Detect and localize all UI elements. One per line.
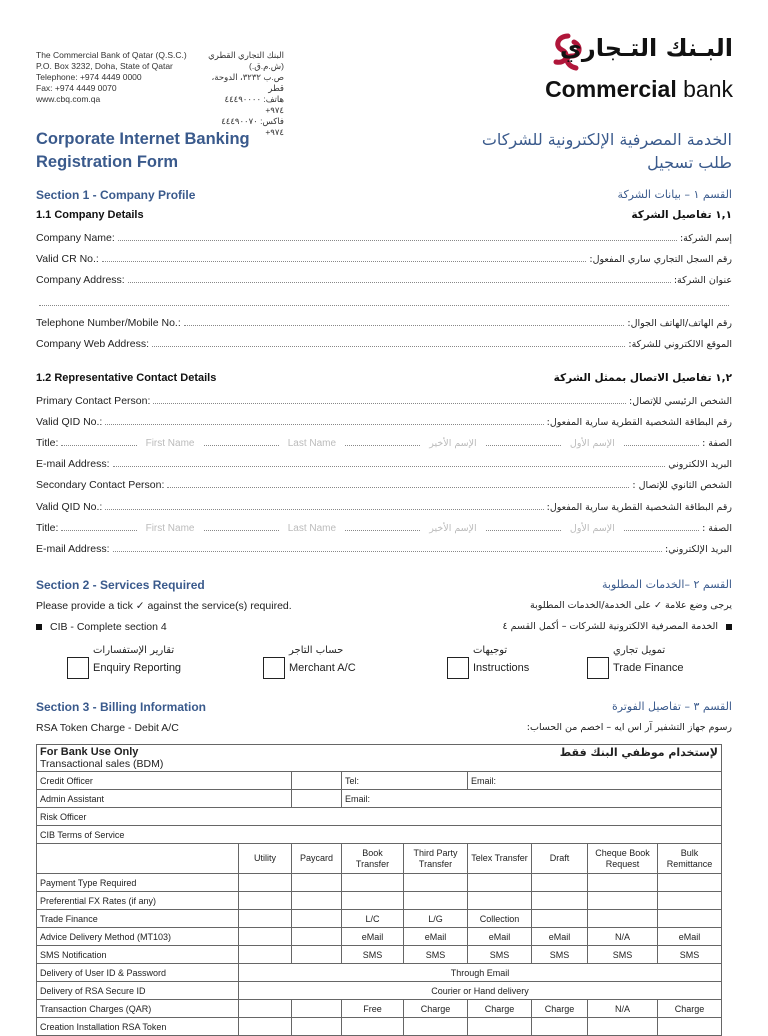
- table-cell[interactable]: eMail: [532, 928, 588, 946]
- corner-cell: [37, 844, 239, 874]
- field-label-ar: الموقع الالكتروني للشركة:: [628, 339, 732, 350]
- service-label: Trade Finance: [613, 662, 684, 674]
- fill-line[interactable]: [167, 486, 629, 488]
- logo-text-bold: Commercial: [545, 76, 677, 102]
- row-label: Risk Officer: [37, 808, 722, 826]
- service-checkbox[interactable]: [447, 657, 469, 679]
- fill-line[interactable]: [105, 508, 543, 510]
- table-cell[interactable]: [404, 1018, 468, 1036]
- table-cell[interactable]: SMS: [404, 946, 468, 964]
- tel-cell[interactable]: Tel:: [342, 772, 468, 790]
- fill-line[interactable]: [345, 444, 420, 446]
- field-label: Primary Contact Person:: [36, 395, 151, 407]
- section2-heading-ar: القسم ٢ –الخدمات المطلوبة: [602, 578, 732, 591]
- table-cell[interactable]: L/C: [342, 910, 404, 928]
- table-cell[interactable]: [239, 874, 292, 892]
- table-header-row: [37, 745, 722, 772]
- row-label: Admin Assistant: [37, 790, 292, 808]
- column-header: Book Transfer: [342, 844, 404, 874]
- table-cell[interactable]: [588, 892, 658, 910]
- table-cell[interactable]: eMail: [468, 928, 532, 946]
- table-cell[interactable]: [239, 892, 292, 910]
- table-cell[interactable]: [239, 910, 292, 928]
- column-header: Telex Transfer: [468, 844, 532, 874]
- field-label-ar: الشخص الثانوي للإتصال :: [632, 480, 732, 491]
- table-cell[interactable]: [404, 874, 468, 892]
- web-address-field[interactable]: [36, 334, 732, 350]
- field-label: Company Name:: [36, 232, 115, 244]
- bullet-icon: [726, 624, 732, 630]
- table-cell[interactable]: SMS: [658, 946, 722, 964]
- table-row: [37, 982, 722, 1000]
- field-label: Company Address:: [36, 274, 125, 286]
- column-header-row: [37, 844, 722, 874]
- field-label-ar: الصفة :: [702, 523, 732, 534]
- secondary-qid-field[interactable]: [36, 497, 732, 513]
- title-line: Registration Form: [36, 153, 179, 171]
- row-label: Payment Type Required: [37, 874, 239, 892]
- table-cell[interactable]: SMS: [342, 946, 404, 964]
- table-cell[interactable]: Collection: [468, 910, 532, 928]
- field-label: Company Web Address:: [36, 338, 150, 350]
- field-label-ar: عنوان الشركة:: [673, 275, 732, 286]
- service-merchant-ac[interactable]: [263, 645, 413, 685]
- table-cell[interactable]: [532, 874, 588, 892]
- title-line: Corporate Internet Banking: [36, 130, 250, 148]
- table-cell[interactable]: [588, 910, 658, 928]
- fill-line[interactable]: [204, 529, 279, 531]
- row-label: Credit Officer: [37, 772, 292, 790]
- rsa-token-charge: RSA Token Charge - Debit A/C: [36, 722, 179, 734]
- first-name-placeholder: First Name: [145, 523, 195, 534]
- table-cell[interactable]: eMail: [658, 928, 722, 946]
- address-line: Telephone: +974 4449 0000: [36, 72, 142, 82]
- column-header: Bulk Remittance: [658, 844, 722, 874]
- table-cell[interactable]: [292, 874, 342, 892]
- row-label: Transaction Charges (QAR): [37, 1000, 239, 1018]
- table-cell[interactable]: [342, 1018, 404, 1036]
- table-cell[interactable]: [588, 874, 658, 892]
- fill-line[interactable]: [102, 260, 587, 262]
- column-header: Utility: [239, 844, 292, 874]
- field-label-ar: رقم الهاتف/الهاتف الجوال:: [627, 318, 732, 329]
- section1-heading: Section 1 - Company Profile: [36, 188, 196, 202]
- last-name-placeholder: Last Name: [287, 523, 337, 534]
- table-cell[interactable]: [468, 892, 532, 910]
- field-label-ar: الشخص الرئيسي للإتصال:: [629, 396, 732, 407]
- table-row: [37, 808, 722, 826]
- cib-option-label-ar: الخدمة المصرفية الالكترونية للشركات – أكمل القسم ٤: [502, 621, 718, 632]
- cib-option-ar: [503, 621, 732, 632]
- cib-option: [36, 621, 167, 633]
- table-cell[interactable]: N/A: [588, 1000, 658, 1018]
- fill-line[interactable]: [39, 304, 729, 306]
- fill-line[interactable]: [113, 550, 663, 552]
- table-cell[interactable]: [532, 910, 588, 928]
- service-label: Enquiry Reporting: [93, 662, 182, 674]
- column-header: Draft: [532, 844, 588, 874]
- row-label: SMS Notification: [37, 946, 239, 964]
- row-label: Advice Delivery Method (MT103): [37, 928, 239, 946]
- table-cell[interactable]: Charge: [658, 1000, 722, 1018]
- table-row: [37, 874, 722, 892]
- primary-email-field[interactable]: [36, 454, 732, 470]
- rsa-token-charge-ar: رسوم جهاز التشفير آر اس ايه – اخصم من الحساب:: [526, 722, 732, 733]
- table-cell[interactable]: [292, 946, 342, 964]
- table-cell[interactable]: L/G: [404, 910, 468, 928]
- column-header: Paycard: [292, 844, 342, 874]
- logo-text-ar: البـنك التـجاري: [559, 34, 733, 62]
- table-cell[interactable]: SMS: [588, 946, 658, 964]
- fill-line[interactable]: [486, 529, 561, 531]
- table-cell[interactable]: [292, 910, 342, 928]
- fill-line[interactable]: [61, 444, 136, 446]
- table-cell[interactable]: [239, 1018, 292, 1036]
- row-label: Trade Finance: [37, 910, 239, 928]
- bank-address-ar: [204, 50, 284, 138]
- service-label-ar: تمويل تجاري: [613, 645, 666, 656]
- fill-line[interactable]: [113, 465, 666, 467]
- table-cell[interactable]: N/A: [588, 928, 658, 946]
- email-cell[interactable]: Email:: [342, 790, 722, 808]
- bank-use-title: For Bank Use Only: [40, 746, 139, 758]
- last-name-placeholder-ar: الإسم الأخير: [429, 523, 477, 534]
- fill-line[interactable]: [624, 444, 699, 446]
- table-cell[interactable]: Charge: [404, 1000, 468, 1018]
- table-cell[interactable]: Charge: [532, 1000, 588, 1018]
- primary-title-field[interactable]: [36, 433, 732, 449]
- table-cell[interactable]: [658, 892, 722, 910]
- first-name-placeholder-ar: الإسم الأول: [569, 438, 615, 449]
- company-details-heading-ar: ١,١ تفاصيل الشركة: [631, 209, 732, 221]
- table-cell[interactable]: [532, 892, 588, 910]
- service-checkbox[interactable]: [67, 657, 89, 679]
- table-row: [37, 1000, 722, 1018]
- table-row: [37, 928, 722, 946]
- table-row: [37, 772, 722, 790]
- service-checkbox[interactable]: [587, 657, 609, 679]
- table-row: [37, 790, 722, 808]
- table-row: [37, 826, 722, 844]
- secondary-email-field[interactable]: [36, 539, 732, 555]
- fill-line[interactable]: [105, 423, 543, 425]
- table-cell[interactable]: eMail: [404, 928, 468, 946]
- bank-use-subtitle: Transactional sales (BDM): [40, 758, 164, 770]
- table-cell[interactable]: [468, 874, 532, 892]
- first-name-placeholder: First Name: [145, 438, 195, 449]
- row-label: Creation Installation RSA Token: [37, 1018, 239, 1036]
- last-name-placeholder: Last Name: [287, 438, 337, 449]
- table-cell[interactable]: eMail: [342, 928, 404, 946]
- fill-line[interactable]: [624, 529, 699, 531]
- field-label: Valid QID No.:: [36, 416, 103, 428]
- fill-line[interactable]: [61, 529, 136, 531]
- field-label: Telephone Number/Mobile No.:: [36, 317, 181, 329]
- fill-line[interactable]: [184, 324, 625, 326]
- service-instructions[interactable]: [447, 645, 567, 685]
- title-line-ar: الخدمة المصرفية الإلكترونية للشركات: [481, 130, 732, 149]
- section3-heading-ar: القسم ٣ – تفاصيل الفوترة: [611, 700, 732, 713]
- table-cell: Through Email: [239, 964, 722, 982]
- company-address-field[interactable]: [36, 270, 732, 286]
- fill-line[interactable]: [118, 239, 677, 241]
- cib-option-label: CIB - Complete section 4: [50, 621, 167, 633]
- form-title-en: [36, 128, 250, 174]
- tick-instruction: Please provide a tick ✓ against the service(s) required.: [36, 600, 292, 612]
- field-label: Valid CR No.:: [36, 253, 99, 265]
- fill-line[interactable]: [345, 529, 420, 531]
- field-label: Secondary Contact Person:: [36, 479, 165, 491]
- address-line: The Commercial Bank of Qatar (Q.S.C.): [36, 50, 187, 60]
- row-label: Delivery of User ID & Password: [37, 964, 239, 982]
- field-label: Title:: [36, 437, 59, 449]
- address-line-ar: ص.ب ٣٢٣٢، الدوحة، قطر: [211, 72, 284, 93]
- logo-text-en: [545, 76, 733, 103]
- bullet-icon: [36, 624, 42, 630]
- table-cell[interactable]: SMS: [468, 946, 532, 964]
- table-cell[interactable]: [658, 910, 722, 928]
- table-cell[interactable]: [239, 1000, 292, 1018]
- table-row: [37, 1018, 722, 1036]
- cr-number-field[interactable]: [36, 249, 732, 265]
- service-enquiry-reporting[interactable]: [67, 645, 217, 685]
- table-cell[interactable]: [404, 892, 468, 910]
- table-row: [37, 892, 722, 910]
- table-cell[interactable]: [292, 892, 342, 910]
- service-label-ar: حساب التاجر: [289, 645, 344, 656]
- table-cell[interactable]: [292, 928, 342, 946]
- bank-use-header: [37, 745, 722, 772]
- primary-qid-field[interactable]: [36, 412, 732, 428]
- fill-line[interactable]: [486, 444, 561, 446]
- table-cell[interactable]: [342, 892, 404, 910]
- bank-use-header-ar: لإستخدام موظفي البنك فقط: [559, 746, 718, 759]
- field-label: E-mail Address:: [36, 458, 110, 470]
- company-address-line2[interactable]: [36, 293, 732, 309]
- fill-line[interactable]: [152, 345, 625, 347]
- field-label: E-mail Address:: [36, 543, 110, 555]
- field-label-ar: رقم البطاقة الشخصية القطرية سارية المفعول:: [546, 417, 732, 428]
- table-cell[interactable]: [658, 1018, 722, 1036]
- service-label: Merchant A/C: [289, 662, 356, 674]
- section2-heading: Section 2 - Services Required: [36, 578, 205, 592]
- telephone-field[interactable]: [36, 313, 732, 329]
- first-name-placeholder-ar: الإسم الأول: [569, 523, 615, 534]
- address-line-ar: فاكس: ٤٤٤٩٠٠٧٠ ٩٧٤+: [221, 116, 284, 137]
- column-header: Cheque Book Request: [588, 844, 658, 874]
- address-line: www.cbq.com.qa: [36, 94, 101, 104]
- company-name-field[interactable]: [36, 228, 732, 244]
- company-details-heading: 1.1 Company Details: [36, 209, 144, 221]
- table-cell[interactable]: [532, 1018, 588, 1036]
- table-cell[interactable]: Charge: [468, 1000, 532, 1018]
- table-cell[interactable]: [292, 1018, 342, 1036]
- table-cell[interactable]: [292, 790, 342, 808]
- field-label-ar: الصفة :: [702, 438, 732, 449]
- section1-heading-ar: القسم ١ – بيانات الشركة: [617, 188, 732, 201]
- fill-line[interactable]: [153, 402, 626, 404]
- secondary-contact-field[interactable]: [36, 475, 732, 491]
- title-line-ar: طلب تسجيل: [647, 153, 732, 172]
- table-cell[interactable]: [658, 874, 722, 892]
- table-cell[interactable]: SMS: [532, 946, 588, 964]
- table-cell[interactable]: [342, 874, 404, 892]
- fill-line[interactable]: [128, 281, 671, 283]
- field-label-ar: رقم البطاقة الشخصية القطرية سارية المفعول:: [546, 502, 732, 513]
- service-label-ar: توجيهات: [473, 645, 508, 656]
- table-cell[interactable]: [239, 946, 292, 964]
- table-cell[interactable]: [292, 1000, 342, 1018]
- service-label-ar: تقارير الإستفسارات: [93, 645, 175, 656]
- service-trade-finance[interactable]: [587, 645, 727, 685]
- table-cell[interactable]: Free: [342, 1000, 404, 1018]
- representative-heading-ar: ١,٢ تفاصيل الاتصال بممثل الشركة: [553, 372, 732, 384]
- column-header: Third Party Transfer: [404, 844, 468, 874]
- address-line: P.O. Box 3232, Doha, State of Qatar: [36, 61, 173, 71]
- table-row: [37, 964, 722, 982]
- logo-text-light: bank: [676, 76, 733, 102]
- tick-instruction-ar: يرجى وضع علامة ✓ على الخدمة/الخدمات المطلوبة: [530, 600, 732, 611]
- row-label: Preferential FX Rates (if any): [37, 892, 239, 910]
- address-line-ar: البنك التجاري القطري (ش.م.ق.): [208, 50, 284, 71]
- representative-heading: 1.2 Representative Contact Details: [36, 372, 217, 384]
- email-cell[interactable]: Email:: [468, 772, 722, 790]
- form-title-ar: [482, 128, 732, 174]
- field-label-ar: البريد الالكتروني: [668, 459, 732, 470]
- field-label: Title:: [36, 522, 59, 534]
- primary-contact-field[interactable]: [36, 391, 732, 407]
- last-name-placeholder-ar: الإسم الأخير: [429, 438, 477, 449]
- bank-use-table: [36, 744, 722, 1036]
- secondary-title-field[interactable]: [36, 518, 732, 534]
- table-cell[interactable]: [239, 928, 292, 946]
- field-label: Valid QID No.:: [36, 501, 103, 513]
- table-cell[interactable]: [468, 1018, 532, 1036]
- service-checkbox[interactable]: [263, 657, 285, 679]
- table-cell[interactable]: [292, 772, 342, 790]
- field-label-ar: البريد الإلكتروني:: [665, 544, 732, 555]
- table-row: [37, 946, 722, 964]
- field-label-ar: رقم السجل التجاري ساري المفعول:: [589, 254, 732, 265]
- section3-heading: Section 3 - Billing Information: [36, 700, 207, 714]
- service-label: Instructions: [473, 662, 530, 674]
- row-label: Delivery of RSA Secure ID: [37, 982, 239, 1000]
- commercial-bank-logo: [545, 30, 733, 102]
- table-cell: Courier or Hand delivery: [239, 982, 722, 1000]
- row-label: CIB Terms of Service: [37, 826, 722, 844]
- table-cell[interactable]: [588, 1018, 658, 1036]
- bank-address-en: [36, 50, 187, 105]
- address-line-ar: هاتف: ٤٤٤٩٠٠٠٠ ٩٧٤+: [224, 94, 284, 115]
- fill-line[interactable]: [204, 444, 279, 446]
- field-label-ar: إسم الشركة:: [679, 233, 732, 244]
- table-row: [37, 910, 722, 928]
- address-line: Fax: +974 4449 0070: [36, 83, 117, 93]
